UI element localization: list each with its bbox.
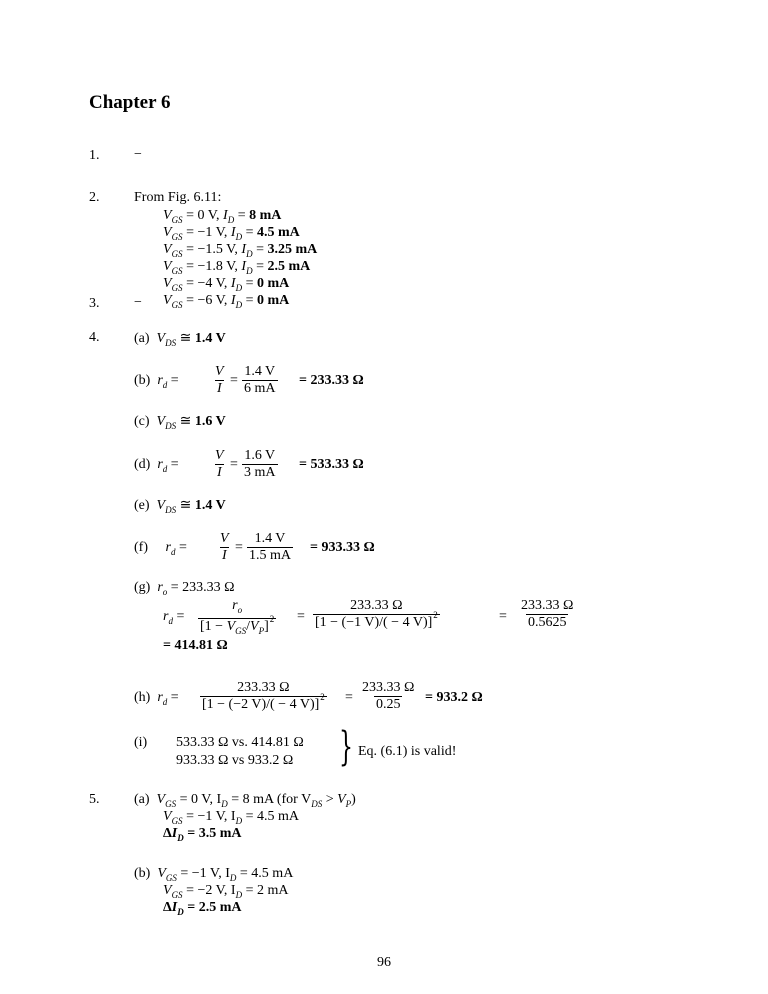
problem-4g-eq1: = [297,609,305,624]
problem-4d-eq: = [230,457,238,472]
problem-4h-eq: = [345,690,353,705]
problem-4b-eq: = [230,373,238,388]
problem-2-row: $V_{GS} = -1$ V, $I_D = 4.5$ mA [163,225,300,242]
problem-3-number: 3. [89,296,100,311]
problem-4f-vi-fraction: $\frac{V}{I}$ [220,531,229,563]
problem-2-row: $V_{GS} = -1.8$ V, $I_D = 2.5$ mA [163,259,311,276]
problem-4-number: 4. [89,330,100,345]
problem-5a-line1: (a) $V_{GS} = 0$ V, $I_D = 8$ mA (for $V_{DS} > V_P$) [134,792,356,809]
problem-4b-result: = 233.33 Ω [299,373,364,388]
problem-4d-result: = 533.33 Ω [299,457,364,472]
problem-4f-label: (f) $r_d$ = [134,540,187,557]
problem-4a: (a) $V_{DS}$ ≅ 1.4 V [134,331,226,348]
problem-2-number: 2. [89,190,100,205]
problem-4h-label: (h) $r_d$ = [134,690,179,707]
problem-4h-fraction2: $\frac{233.33 \Omega}{0.25}$ [362,680,415,712]
problem-5a-delta: $\Delta I_D = 3.5$ mA [163,826,242,843]
problem-5b-delta: $\Delta I_D = 2.5$ mA [163,900,242,917]
problem-5b-line1: (b) $V_{GS} = -1$ V, $I_D = 4.5$ mA [134,866,294,883]
problem-2-row: $V_{GS} = -4$ V, $I_D = 0$ mA [163,276,290,293]
problem-4d-label: (d) $r_d$ = [134,457,179,474]
problem-4i-note: Eq. (6.1) is valid! [358,744,457,759]
chapter-title: Chapter 6 [89,92,171,113]
problem-4b-vi-fraction: $\frac{V}{I}$ [215,364,224,396]
problem-4h-fraction1: $\frac{233.33 \Omega}{[1 - (-2 V)/( - 4 V)]^2}$ [202,680,325,712]
problem-4g-fraction3: $\frac{233.33 \Omega}{0.5625}$ [521,598,574,630]
problem-5-number: 5. [89,792,100,807]
problem-4h-result: = 933.2 Ω [425,690,483,705]
problem-4g-ro: (g) $r_o = 233.33$ Ω [134,580,235,597]
problem-2-row: $V_{GS} = -6$ V, $I_D = 0$ mA [163,293,290,310]
problem-4g-formula: $r_o$ $[1 - V_{GS}/V_P]^2$ [198,598,276,639]
problem-4i-line2: 933.33 Ω vs 933.2 Ω [176,753,294,768]
problem-1-number: 1. [89,148,100,163]
problem-4e: (e) $V_{DS}$ ≅ 1.4 V [134,498,226,515]
problem-4d-fraction: $\frac{1.6 V}{3 mA}$ [244,448,276,480]
problem-4b-label: (b) $r_d$ = [134,373,179,390]
right-brace-icon: } [339,724,353,770]
problem-4f-eq: = [235,540,243,555]
problem-3-dash: − [134,295,142,310]
problem-2-row: $V_{GS} = 0$ V, $I_D = 8$ mA [163,208,282,225]
problem-1-dash: − [134,147,142,162]
problem-2-intro: From Fig. 6.11: [134,190,222,205]
problem-5b-line2: $V_{GS} = -2$ V, $I_D = 2$ mA [163,883,289,900]
problem-4d-vi-fraction: $\frac{V}{I}$ [215,448,224,480]
problem-4f-fraction: $\frac{1.4 V}{1.5 mA}$ [249,531,291,563]
problem-4b-fraction: $\frac{1.4 V}{6 mA}$ [244,364,276,396]
problem-4f-result: = 933.33 Ω [310,540,375,555]
problem-4c: (c) $V_{DS}$ ≅ 1.6 V [134,414,226,431]
page-number: 96 [377,955,391,970]
problem-4g-rd: $r_d$ = [163,609,185,626]
problem-4i-label: (i) [134,735,148,750]
problem-5a-line2: $V_{GS} = -1$ V, $I_D = 4.5$ mA [163,809,299,826]
problem-4g-result: = 414.81 Ω [163,638,228,653]
problem-4g-eq2: = [499,609,507,624]
problem-4i-line1: 533.33 Ω vs. 414.81 Ω [176,735,304,750]
problem-2-row: $V_{GS} = -1.5$ V, $I_D = 3.25$ mA [163,242,318,259]
problem-4g-fraction2: $\frac{233.33 \Omega}{[1 - (-1 V)/( - 4 V)]^2}$ [315,598,438,630]
